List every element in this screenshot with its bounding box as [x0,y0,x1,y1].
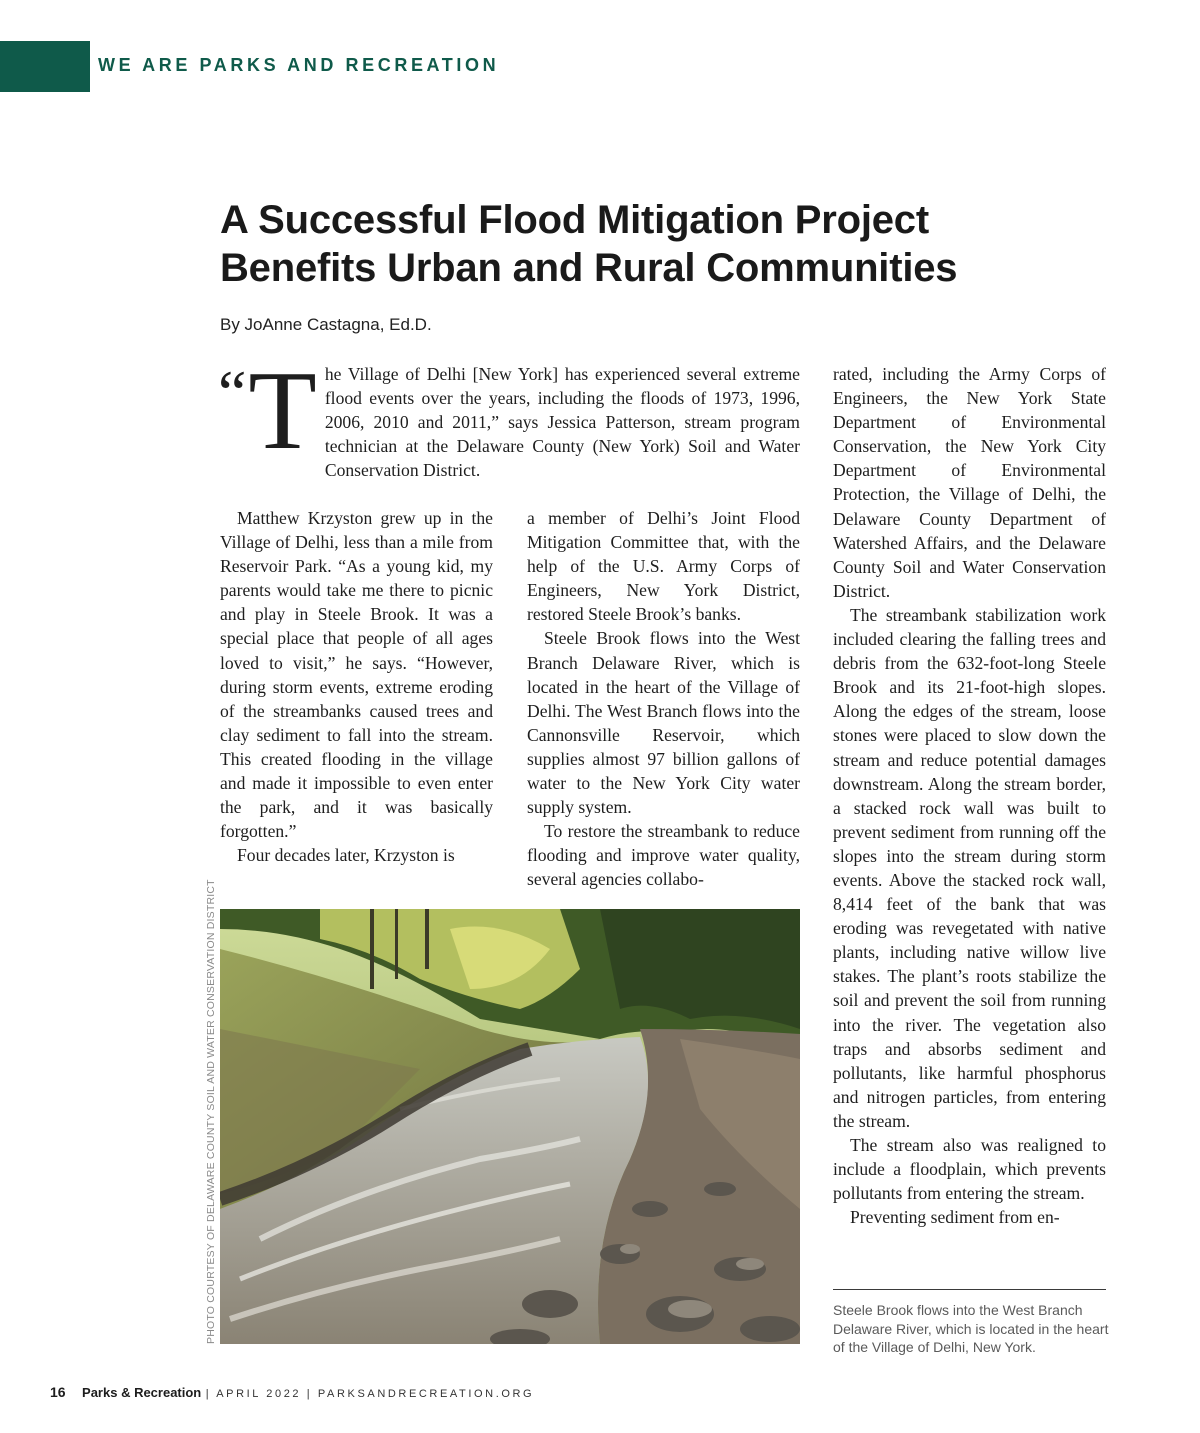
caption-divider [833,1289,1106,1290]
body-paragraph: To restore the streambank to reduce flooding and improve water quality, several agencies collabo- [527,821,800,890]
photo-caption: Steele Brook flows into the West Branch Delaware River, which is located in the heart of the Village of Delhi, New York. [833,1302,1109,1355]
body-paragraph: a member of Delhi’s Joint Flood Mitigation Committee that, with the help of the U.S. Army Corps of Engineers, New York District, restored Steele Brook’s banks. [527,508,800,625]
body-column-2 [527,506,800,892]
issue-info: | APRIL 2022 | PARKSANDRECREATION.ORG [205,1388,535,1400]
body-paragraph: rated, including the Army Corps of Engineers, the New York State Department of Environmental Conservation, the New York City Department of Environmental Protection, the Village of Delhi, the Delaware County Department of Watershed Affairs, and the Delaware County Soil and Water Conservation District. [833,364,1106,601]
byline: By JoAnne Castagna, Ed.D. [220,315,432,334]
intro-text: he Village of Delhi [New York] has experienced several extreme flood events over the years, including the floods of 1973, 1996, 2006, 2010 and 2011,” says Jessica Patterson, stream program technician at the Delaware County (New York) Soil and Water Conservation District. [324,364,800,481]
body-paragraph: Steele Brook flows into the West Branch Delaware River, which is located in the heart of the Village of Delhi. The West Branch flows into the Cannonsville Reservoir, which supplies almost 97 billion gallons of water to the New York City water supply system. [527,628,800,818]
magazine-name: Parks & Recreation [82,1385,202,1400]
article-title-line-1: A Successful Flood Mitigation Project [220,198,929,242]
body-paragraph: Preventing sediment from en- [850,1207,1060,1228]
photo-credit: PHOTO COURTESY OF DELAWARE COUNTY SOIL AND WATER CONSERVATION DISTRICT [205,879,217,1344]
section-color-tab [0,41,90,92]
page-footer [50,1384,534,1402]
body-paragraph: The streambank stabilization work included clearing the falling trees and debris from the 632-foot-long Steele Brook and its 21-foot-high slopes. Along the edges of the stream, loose stones were placed to slow down the stream and reduce potential damages downstream. Along the stream border, a stacked rock wall was built to prevent sediment from running off the slopes into the stream during storm events. Above the stacked rock wall, 8,414 feet of the bank that was eroding was revegetated with native plants, including native willow live stakes. The plant’s roots stabilize the soil and prevent the soil from running into the river. The vegetation also traps and absorbs sediment and pollutants, like harmful phosphorus and nitrogen particles, from entering the stream. [833,604,1106,1131]
body-paragraph: The stream also was realigned to include a floodplain, which prevents pollutants from entering the stream. [833,1135,1106,1204]
body-paragraph: Four decades later, Krzyston is [237,845,455,866]
body-column-3 [833,362,1106,1229]
open-quote-mark: “ [218,357,247,428]
article-title [220,196,1120,292]
intro-paragraph [218,349,800,482]
stream-photo-illustration [220,909,800,1344]
section-label: WE ARE PARKS AND RECREATION [98,55,500,75]
page-number: 16 [50,1384,66,1400]
body-column-1 [220,506,493,867]
stream-photo [220,909,800,1344]
body-paragraph: Matthew Krzyston grew up in the Village of Delhi, less than a mile from Reservoir Park. “As a young kid, my parents would take me there to picnic and play in Steele Brook. It was a special place that people of all ages loved to visit,” he says. “However, during storm events, extreme eroding of the streambanks caused trees and clay sediment to fall into the stream. This created flooding in the village and made it impossible to even enter the park, and it was basically forgotten.” [220,508,493,842]
drop-cap: T [248,349,317,473]
article-title-line-2: Benefits Urban and Rural Communities [220,246,958,290]
